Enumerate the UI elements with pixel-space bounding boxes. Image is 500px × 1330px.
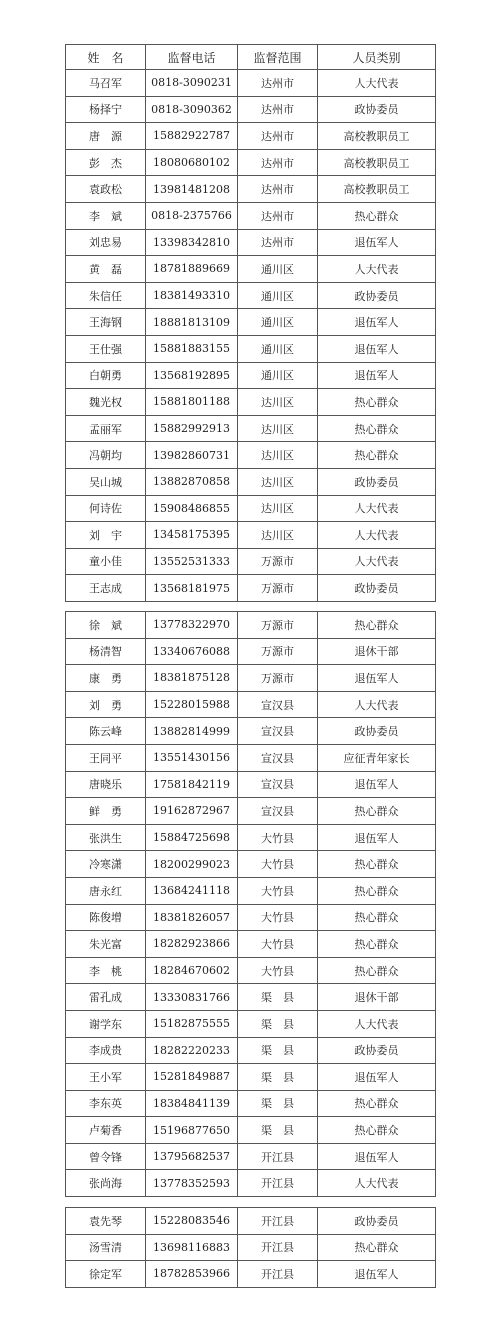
cell-phone: 18200299023 [146, 851, 238, 878]
cell-category: 人大代表 [318, 548, 436, 575]
cell-phone: 17581842119 [146, 771, 238, 798]
table-row [66, 718, 436, 745]
table-row [66, 691, 436, 718]
cell-category: 热心群众 [318, 389, 436, 416]
cell-area: 大竹县 [238, 931, 318, 958]
cell-area: 达川区 [238, 442, 318, 469]
cell-name: 朱信任 [66, 282, 146, 309]
cell-category: 高校教职员工 [318, 123, 436, 150]
cell-phone: 13330831766 [146, 984, 238, 1011]
cell-name: 张洪生 [66, 824, 146, 851]
cell-phone: 18284670602 [146, 957, 238, 984]
cell-category: 政协委员 [318, 468, 436, 495]
cell-phone: 15884725698 [146, 824, 238, 851]
cell-category: 退伍军人 [318, 665, 436, 692]
cell-phone: 18282923866 [146, 931, 238, 958]
cell-area: 达川区 [238, 415, 318, 442]
cell-name: 鲜 勇 [66, 798, 146, 825]
cell-name: 彭 杰 [66, 149, 146, 176]
cell-category: 高校教职员工 [318, 176, 436, 203]
header-area: 监督范围 [238, 45, 318, 70]
cell-category: 热心群众 [318, 798, 436, 825]
cell-area: 达州市 [238, 229, 318, 256]
cell-phone: 13882814999 [146, 718, 238, 745]
cell-name: 王海钢 [66, 309, 146, 336]
cell-phone: 13778322970 [146, 612, 238, 639]
cell-phone: 18781889669 [146, 256, 238, 283]
cell-category: 热心群众 [318, 931, 436, 958]
cell-phone: 0818-2375766 [146, 202, 238, 229]
supervisor-table-page-1 [65, 44, 436, 602]
cell-category: 热心群众 [318, 202, 436, 229]
table-row [66, 522, 436, 549]
cell-category: 应征青年家长 [318, 744, 436, 771]
cell-area: 通川区 [238, 309, 318, 336]
cell-category: 热心群众 [318, 851, 436, 878]
cell-phone: 18384841139 [146, 1090, 238, 1117]
cell-phone: 18080680102 [146, 149, 238, 176]
cell-area: 万源市 [238, 575, 318, 602]
table-body-2 [66, 612, 436, 1197]
cell-name: 冷寒潇 [66, 851, 146, 878]
cell-area: 万源市 [238, 638, 318, 665]
table-row [66, 1261, 436, 1288]
cell-phone: 13340676088 [146, 638, 238, 665]
table-row [66, 798, 436, 825]
cell-category: 退伍军人 [318, 824, 436, 851]
cell-name: 王同平 [66, 744, 146, 771]
cell-name: 陈云峰 [66, 718, 146, 745]
cell-phone: 15281849887 [146, 1064, 238, 1091]
table-row [66, 984, 436, 1011]
cell-phone: 15228083546 [146, 1208, 238, 1235]
table-row [66, 495, 436, 522]
cell-name: 袁政松 [66, 176, 146, 203]
cell-name: 孟丽军 [66, 415, 146, 442]
cell-name: 黄 磊 [66, 256, 146, 283]
table-row [66, 176, 436, 203]
table-body-3 [66, 1208, 436, 1288]
cell-name: 汤雪清 [66, 1234, 146, 1261]
table-row [66, 229, 436, 256]
table-row [66, 468, 436, 495]
cell-category: 政协委员 [318, 1208, 436, 1235]
cell-phone: 13684241118 [146, 877, 238, 904]
cell-category: 热心群众 [318, 442, 436, 469]
table-row [66, 851, 436, 878]
cell-category: 退伍军人 [318, 362, 436, 389]
table-header-row [66, 45, 436, 70]
cell-name: 唐 源 [66, 123, 146, 150]
table-row [66, 575, 436, 602]
cell-name: 曾令锋 [66, 1143, 146, 1170]
cell-phone: 13552531333 [146, 548, 238, 575]
cell-area: 大竹县 [238, 957, 318, 984]
cell-category: 人大代表 [318, 1170, 436, 1197]
table-row [66, 335, 436, 362]
cell-name: 王仕强 [66, 335, 146, 362]
cell-name: 李 斌 [66, 202, 146, 229]
cell-phone: 15228015988 [146, 691, 238, 718]
cell-area: 渠 县 [238, 1064, 318, 1091]
cell-area: 宣汉县 [238, 771, 318, 798]
cell-name: 张尚海 [66, 1170, 146, 1197]
cell-category: 人大代表 [318, 522, 436, 549]
cell-category: 热心群众 [318, 957, 436, 984]
cell-name: 杨清智 [66, 638, 146, 665]
table-row [66, 638, 436, 665]
cell-name: 刘忠易 [66, 229, 146, 256]
cell-area: 达川区 [238, 389, 318, 416]
table-row [66, 1234, 436, 1261]
table-row [66, 548, 436, 575]
cell-area: 宣汉县 [238, 744, 318, 771]
cell-name: 何诗佐 [66, 495, 146, 522]
table-row [66, 256, 436, 283]
cell-category: 人大代表 [318, 1010, 436, 1037]
cell-phone: 13458175395 [146, 522, 238, 549]
cell-category: 政协委员 [318, 1037, 436, 1064]
table-row [66, 877, 436, 904]
cell-category: 高校教职员工 [318, 149, 436, 176]
cell-name: 吴山城 [66, 468, 146, 495]
cell-area: 达川区 [238, 522, 318, 549]
cell-category: 热心群众 [318, 612, 436, 639]
cell-phone: 13778352593 [146, 1170, 238, 1197]
cell-area: 万源市 [238, 548, 318, 575]
table-row [66, 931, 436, 958]
table-row [66, 1064, 436, 1091]
cell-area: 开江县 [238, 1234, 318, 1261]
cell-area: 达川区 [238, 468, 318, 495]
cell-phone: 18282220233 [146, 1037, 238, 1064]
table-row [66, 612, 436, 639]
cell-category: 人大代表 [318, 495, 436, 522]
cell-category: 政协委员 [318, 575, 436, 602]
cell-area: 达州市 [238, 176, 318, 203]
cell-area: 达州市 [238, 149, 318, 176]
table-row [66, 824, 436, 851]
cell-phone: 18881813109 [146, 309, 238, 336]
cell-phone: 13551430156 [146, 744, 238, 771]
cell-phone: 15881801188 [146, 389, 238, 416]
table-row [66, 96, 436, 123]
cell-name: 冯朝均 [66, 442, 146, 469]
cell-area: 宣汉县 [238, 718, 318, 745]
table-row [66, 1010, 436, 1037]
cell-area: 渠 县 [238, 984, 318, 1011]
table-body-1 [66, 70, 436, 602]
table-row [66, 957, 436, 984]
table-row [66, 389, 436, 416]
cell-name: 徐定军 [66, 1261, 146, 1288]
cell-area: 渠 县 [238, 1090, 318, 1117]
cell-area: 通川区 [238, 256, 318, 283]
cell-category: 政协委员 [318, 282, 436, 309]
cell-category: 热心群众 [318, 1117, 436, 1144]
table-row [66, 309, 436, 336]
cell-name: 康 勇 [66, 665, 146, 692]
cell-name: 袁先琴 [66, 1208, 146, 1235]
supervisor-table-page-2 [65, 611, 436, 1197]
cell-area: 渠 县 [238, 1010, 318, 1037]
cell-name: 王小军 [66, 1064, 146, 1091]
header-category: 人员类别 [318, 45, 436, 70]
cell-phone: 13568192895 [146, 362, 238, 389]
table-row [66, 771, 436, 798]
cell-area: 万源市 [238, 665, 318, 692]
table-row [66, 1170, 436, 1197]
cell-category: 人大代表 [318, 70, 436, 97]
cell-area: 大竹县 [238, 904, 318, 931]
cell-phone: 18381826057 [146, 904, 238, 931]
cell-name: 徐 斌 [66, 612, 146, 639]
cell-area: 达州市 [238, 96, 318, 123]
cell-category: 热心群众 [318, 415, 436, 442]
cell-name: 李 桃 [66, 957, 146, 984]
cell-area: 万源市 [238, 612, 318, 639]
table-row [66, 149, 436, 176]
cell-category: 退伍军人 [318, 1064, 436, 1091]
header-name: 姓 名 [66, 45, 146, 70]
cell-name: 童小佳 [66, 548, 146, 575]
cell-phone: 18381493310 [146, 282, 238, 309]
table-row [66, 1143, 436, 1170]
cell-phone: 15881883155 [146, 335, 238, 362]
cell-phone: 18381875128 [146, 665, 238, 692]
cell-phone: 13981481208 [146, 176, 238, 203]
cell-category: 退休干部 [318, 638, 436, 665]
cell-area: 达州市 [238, 202, 318, 229]
cell-category: 退伍军人 [318, 309, 436, 336]
table-row [66, 415, 436, 442]
cell-area: 大竹县 [238, 824, 318, 851]
cell-name: 马召军 [66, 70, 146, 97]
cell-area: 达州市 [238, 70, 318, 97]
cell-category: 人大代表 [318, 256, 436, 283]
table-row [66, 123, 436, 150]
cell-phone: 0818-3090231 [146, 70, 238, 97]
cell-name: 陈俊增 [66, 904, 146, 931]
cell-category: 热心群众 [318, 1234, 436, 1261]
cell-name: 魏光权 [66, 389, 146, 416]
cell-phone: 13568181975 [146, 575, 238, 602]
cell-phone: 0818-3090362 [146, 96, 238, 123]
cell-phone: 15908486855 [146, 495, 238, 522]
table-row [66, 202, 436, 229]
cell-area: 渠 县 [238, 1037, 318, 1064]
cell-phone: 13982860731 [146, 442, 238, 469]
cell-area: 开江县 [238, 1143, 318, 1170]
cell-category: 政协委员 [318, 96, 436, 123]
cell-category: 政协委员 [318, 718, 436, 745]
cell-category: 退伍军人 [318, 1143, 436, 1170]
table-row [66, 70, 436, 97]
cell-name: 唐永红 [66, 877, 146, 904]
cell-name: 王志成 [66, 575, 146, 602]
cell-phone: 18782853966 [146, 1261, 238, 1288]
cell-name: 刘 勇 [66, 691, 146, 718]
cell-area: 开江县 [238, 1261, 318, 1288]
cell-name: 朱光富 [66, 931, 146, 958]
cell-phone: 13795682537 [146, 1143, 238, 1170]
table-row [66, 362, 436, 389]
table-row [66, 282, 436, 309]
cell-category: 热心群众 [318, 904, 436, 931]
table-row [66, 442, 436, 469]
cell-name: 刘 宇 [66, 522, 146, 549]
cell-area: 开江县 [238, 1208, 318, 1235]
cell-phone: 13398342810 [146, 229, 238, 256]
cell-phone: 13882870858 [146, 468, 238, 495]
cell-area: 宣汉县 [238, 691, 318, 718]
cell-category: 退休干部 [318, 984, 436, 1011]
table-row [66, 1208, 436, 1235]
cell-name: 李东英 [66, 1090, 146, 1117]
cell-name: 卢菊香 [66, 1117, 146, 1144]
cell-area: 大竹县 [238, 851, 318, 878]
cell-area: 达川区 [238, 495, 318, 522]
table-row [66, 665, 436, 692]
cell-name: 杨择宁 [66, 96, 146, 123]
cell-phone: 15196877650 [146, 1117, 238, 1144]
cell-area: 通川区 [238, 282, 318, 309]
cell-phone: 19162872967 [146, 798, 238, 825]
cell-name: 李成贵 [66, 1037, 146, 1064]
cell-name: 雷孔成 [66, 984, 146, 1011]
cell-category: 退伍军人 [318, 335, 436, 362]
cell-name: 谢学东 [66, 1010, 146, 1037]
table-row [66, 1037, 436, 1064]
table-row [66, 904, 436, 931]
supervisor-table-page-3 [65, 1207, 436, 1288]
cell-area: 通川区 [238, 362, 318, 389]
table-row [66, 744, 436, 771]
cell-area: 大竹县 [238, 877, 318, 904]
cell-category: 热心群众 [318, 877, 436, 904]
cell-area: 渠 县 [238, 1117, 318, 1144]
cell-name: 白朝勇 [66, 362, 146, 389]
cell-category: 退伍军人 [318, 771, 436, 798]
cell-area: 通川区 [238, 335, 318, 362]
table-row [66, 1090, 436, 1117]
cell-area: 宣汉县 [238, 798, 318, 825]
cell-category: 热心群众 [318, 1090, 436, 1117]
cell-category: 人大代表 [318, 691, 436, 718]
cell-phone: 15882992913 [146, 415, 238, 442]
cell-name: 唐晓乐 [66, 771, 146, 798]
header-phone: 监督电话 [146, 45, 238, 70]
cell-phone: 15882922787 [146, 123, 238, 150]
cell-category: 退伍军人 [318, 1261, 436, 1288]
cell-phone: 15182875555 [146, 1010, 238, 1037]
cell-area: 开江县 [238, 1170, 318, 1197]
table-row [66, 1117, 436, 1144]
cell-category: 退伍军人 [318, 229, 436, 256]
cell-area: 达州市 [238, 123, 318, 150]
cell-phone: 13698116883 [146, 1234, 238, 1261]
